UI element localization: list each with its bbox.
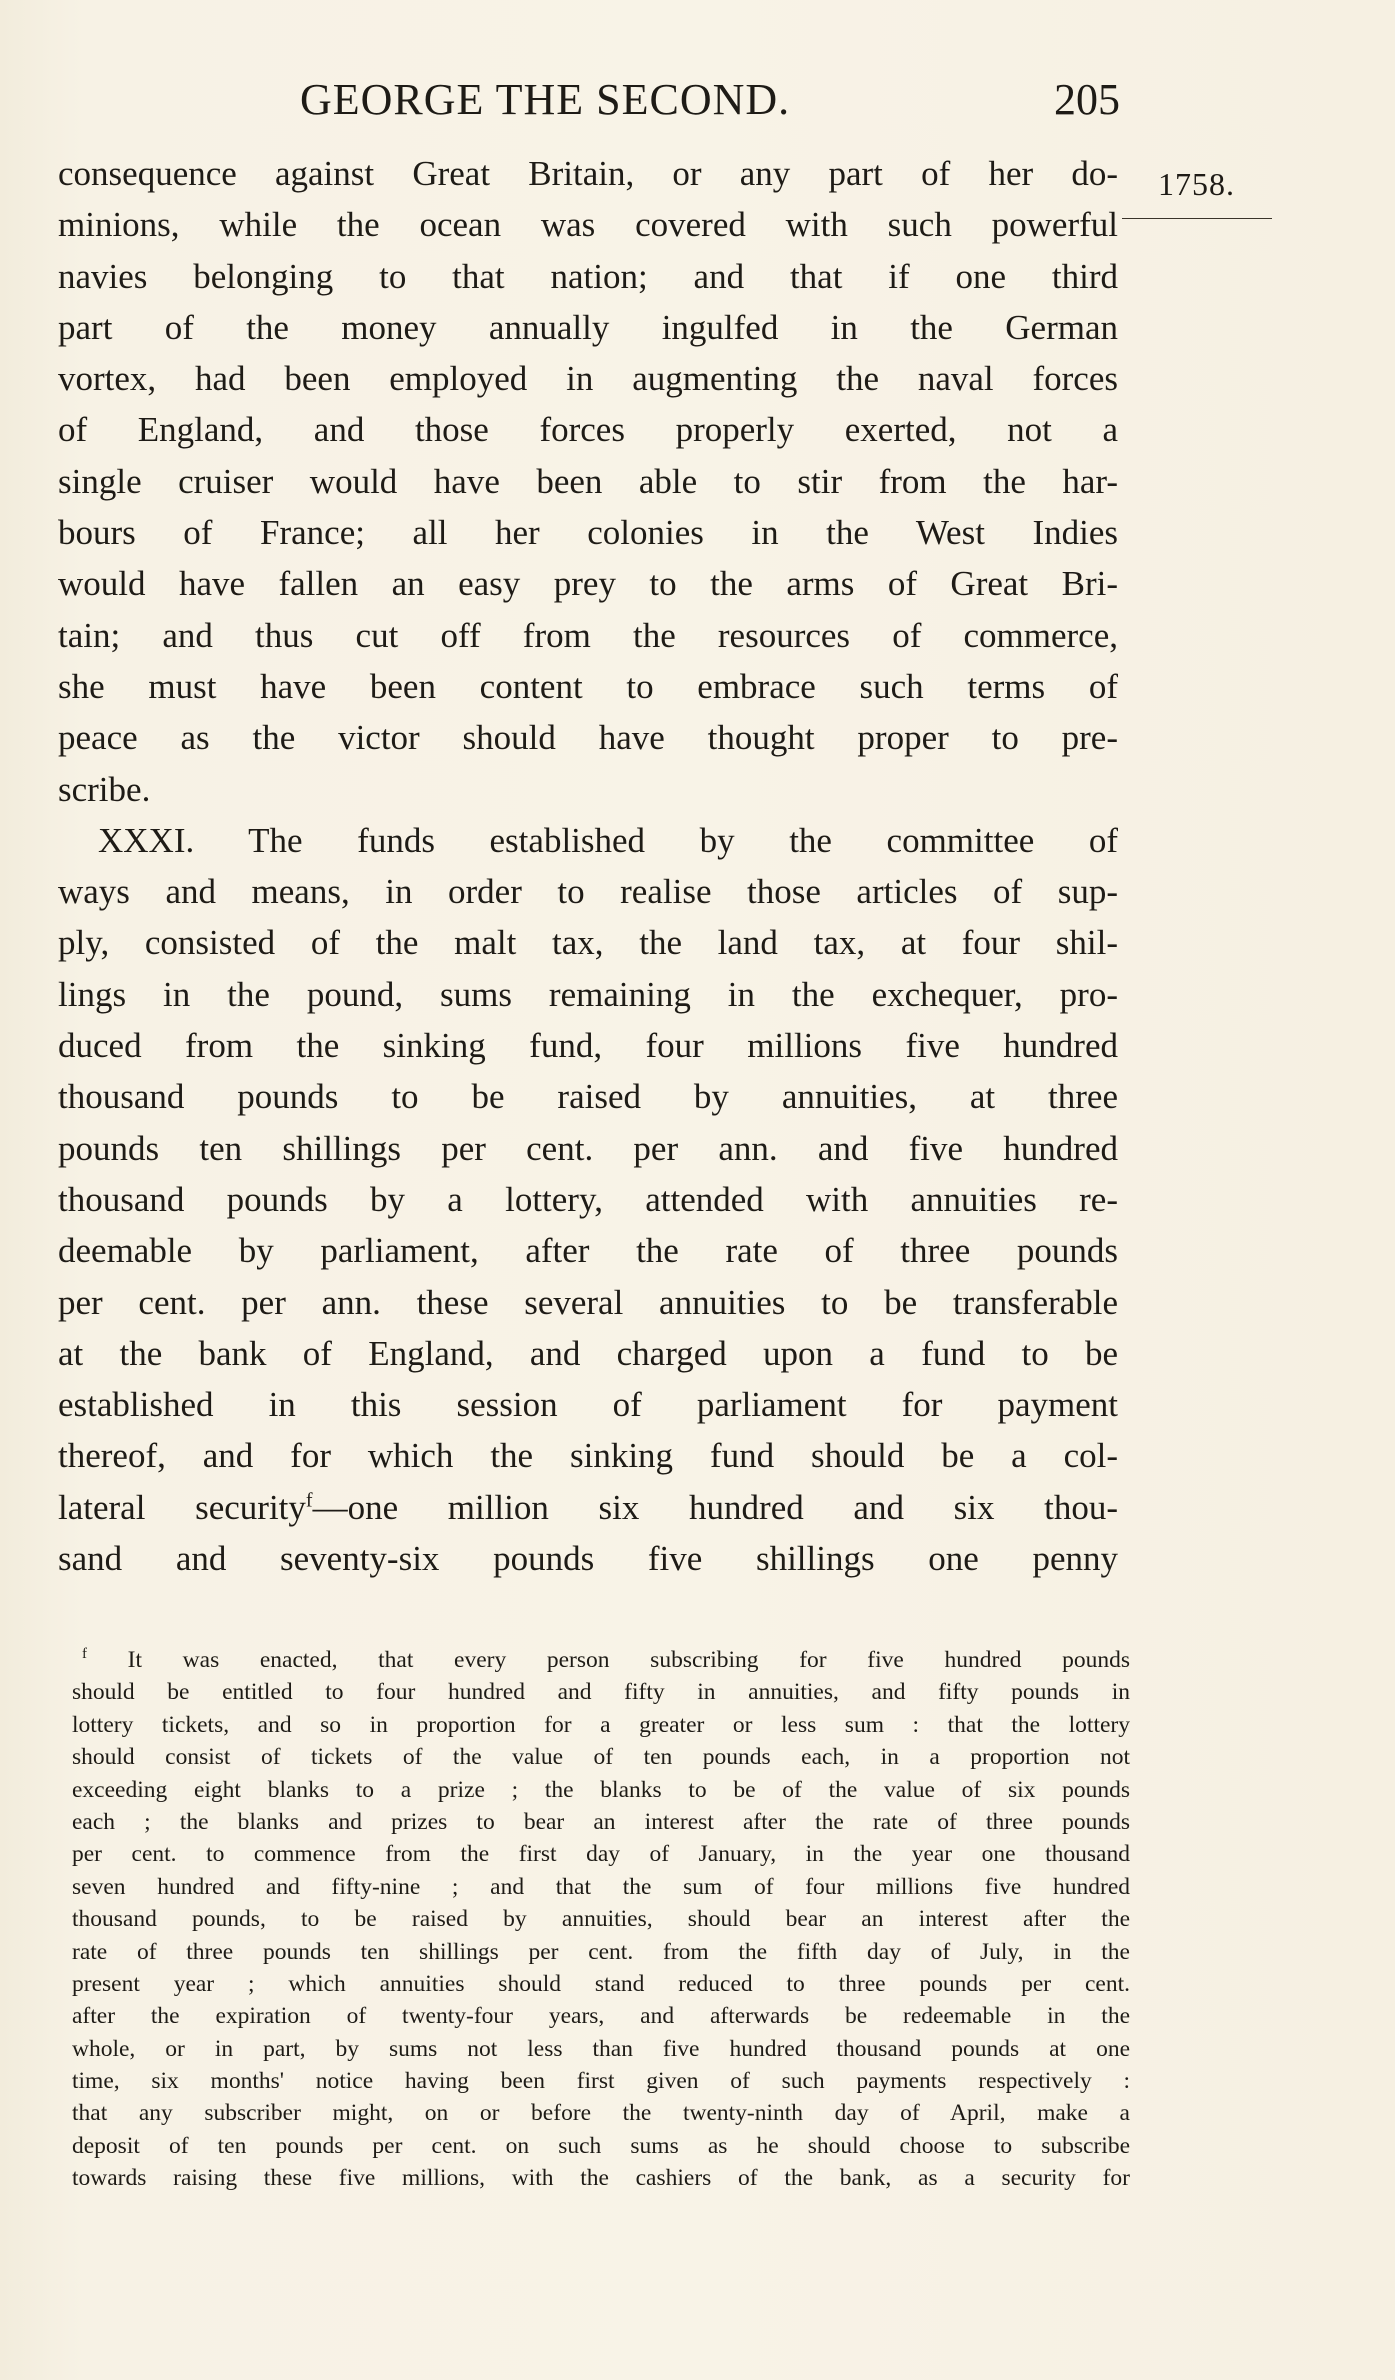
body-line: deemable by parliament, after the rate of three pounds [58,1231,1118,1271]
body-line: sand and seventy-six pounds five shillings one penny [58,1539,1118,1579]
body-line: she must have been content to embrace such terms of [58,666,1118,706]
running-head [290,74,1120,134]
footnote-line: time, six months' notice having been first given of such payments respectively : [72,2068,1130,2095]
body-line: thousand pounds by a lottery, attended with annuities re- [58,1179,1118,1219]
body-line: consequence against Great Britain, or any part of her do- [58,154,1118,193]
body-line: navies belonging to that nation; and that if one third [58,256,1118,296]
body-line: minions, while the ocean was covered with such powerful [58,205,1118,245]
body-line: tain; and thus cut off from the resources of commerce, [58,615,1118,655]
footnote-mark: f [82,1646,87,1663]
body-line: ways and means, in order to realise those articles of sup- [58,872,1118,912]
body-line: lings in the pound, sums remaining in the exchequer, pro- [58,974,1118,1014]
footnote-line: should consist of tickets of the value of ten pounds each, in a proportion not [72,1744,1130,1771]
footnote-line: seven hundred and fifty-nine ; and that the sum of four millions five hundred [72,1873,1130,1900]
footnote-line: towards raising these five millions, with the cashiers of the bank, as a security for [72,2165,1130,2192]
body-line: per cent. per ann. these several annuities to be transferable [58,1282,1118,1322]
footnote-line: exceeding eight blanks to a prize ; the blanks to be of the value of six pounds [72,1776,1130,1803]
body-line: single cruiser would have been able to stir from the har- [58,461,1118,501]
body-line: vortex, had been employed in augmenting the naval forces [58,359,1118,399]
footnote-line: that any subscriber might, on or before the twenty-ninth day of April, make a [72,2100,1130,2127]
page-number: 205 [1054,75,1120,124]
section-heading-line: XXXI. The funds established by the committee of [98,820,1118,860]
footnote-line: present year ; which annuities should stand reduced to three pounds per cent. [72,1970,1130,1997]
body-line: pounds ten shillings per cent. per ann. and five hundred [58,1128,1118,1168]
body-line: thousand pounds to be raised by annuities, at three [58,1077,1118,1117]
body-line: duced from the sinking fund, four millions five hundred [58,1026,1118,1066]
body-line: of England, and those forces properly exerted, not a [58,410,1118,450]
footnote-line: should be entitled to four hundred and fifty in annuities, and fifty pounds in [72,1679,1130,1706]
body-line: at the bank of England, and charged upon a fund to be [58,1333,1118,1373]
footnote-line: lottery tickets, and so in proportion for a greater or less sum : that the lottery [72,1711,1130,1738]
body-line-with-footnote-mark [58,1482,1118,1533]
footnote-line: after the expiration of twenty-four years, and afterwards be redeemable in the [72,2003,1130,2030]
body-line: would have fallen an easy prey to the arms of Great Bri- [58,564,1118,604]
body-line: scribe. [58,769,151,809]
body-line: bours of France; all her colonies in the West Indies [58,513,1118,553]
body-line-end: —one million six hundred and six thou- [312,1487,1118,1527]
footnote-first-line-text: It was enacted, that every person subscribing for five hundred pounds [87,1647,1130,1673]
footnote-line: each ; the blanks and prizes to bear an interest after the rate of three pounds [72,1808,1130,1835]
margin-rule [1122,218,1272,219]
body-line: peace as the victor should have thought proper to pre- [58,718,1118,758]
footnote-reference: f [305,1489,313,1512]
margin-year-note: 1758. [1158,166,1235,202]
body-text [58,148,1118,1584]
footnote-line: deposit of ten pounds per cent. on such sums as he should choose to subscribe [72,2132,1130,2159]
footnote-line: whole, or in part, by sums not less than five hundred thousand pounds at one [72,2035,1130,2062]
footnote-first-line [72,1644,1130,1676]
body-line: thereof, and for which the sinking fund should be a col- [58,1436,1118,1476]
body-line: established in this session of parliament for payment [58,1385,1118,1425]
running-title: GEORGE THE SECOND. [300,75,791,124]
body-line: ply, consisted of the malt tax, the land tax, at four shil- [58,923,1118,963]
body-line-start: lateral security [58,1487,306,1527]
body-line: part of the money annually ingulfed in the German [58,307,1118,347]
footnote-line: thousand pounds, to be raised by annuities, should bear an interest after the [72,1906,1130,1933]
footnote-line: rate of three pounds ten shillings per cent. from the fifth day of July, in the [72,1938,1130,1965]
footnote-line: per cent. to commence from the first day of January, in the year one thousand [72,1841,1130,1868]
footnote [72,1644,1130,2195]
